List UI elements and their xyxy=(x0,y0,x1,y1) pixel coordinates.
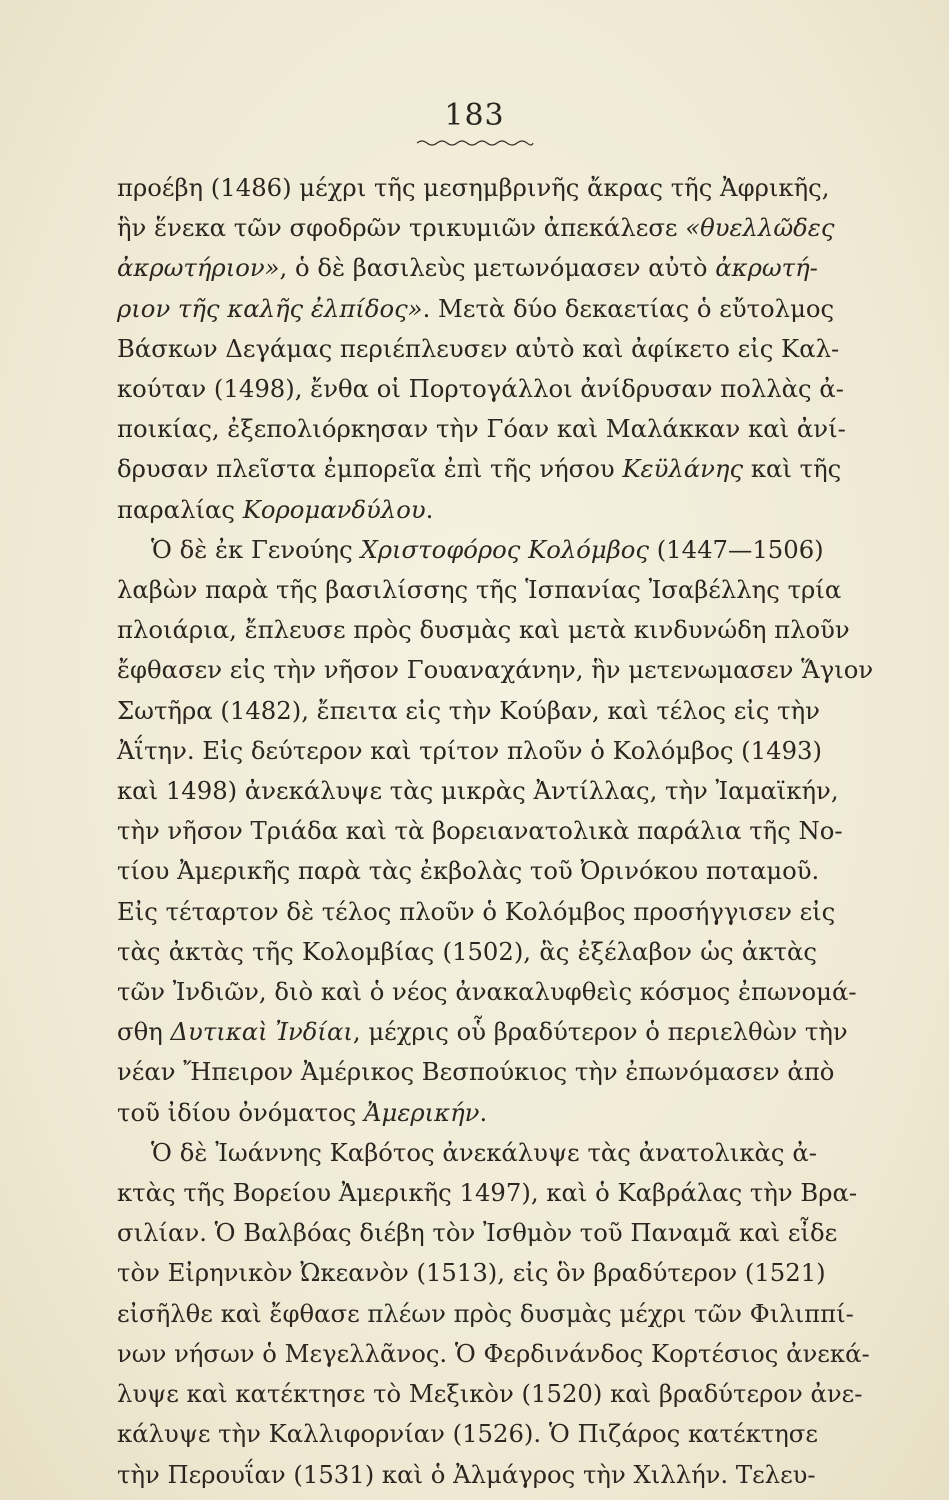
text-line xyxy=(117,650,874,690)
text-segment: Βάσκων Δεγάμας περιέπλευσεν αὐτὸ καὶ ἀφίκετο εἰς Καλ- xyxy=(117,333,840,363)
text-segment: παραλίας xyxy=(117,494,243,524)
text-line xyxy=(117,1294,854,1334)
text-line xyxy=(117,1334,870,1374)
body-text xyxy=(117,168,874,1495)
text-line xyxy=(117,409,846,449)
italic-text: «θυελλῶδες xyxy=(685,213,835,243)
text-segment: τοῦ ἰδίου ὀνόματος xyxy=(117,1097,364,1127)
text-line xyxy=(117,731,822,771)
text-line xyxy=(117,208,835,248)
text-line xyxy=(117,490,817,530)
text-segment: τῶν Ἰνδιῶν, διὸ καὶ ὁ νέος ἀνακαλυφθεὶς κόσμος ἐπωνομά- xyxy=(117,977,857,1007)
page-number: 183 xyxy=(444,98,505,133)
text-segment: λαβὼν παρὰ τῆς βασιλίσσης τῆς Ἱσπανίας Ἰσαβέλλης τρία xyxy=(117,575,842,605)
text-line xyxy=(117,610,850,650)
text-segment: , ὁ δὲ βασιλεὺς μετωνόμασεν αὐτὸ xyxy=(279,253,716,283)
text-line xyxy=(117,369,845,409)
text-segment: Ὁ δὲ ἐκ Γενούης xyxy=(151,534,361,564)
wavy-rule-ornament xyxy=(415,138,535,148)
text-segment: (1447—1506) xyxy=(648,534,824,564)
text-segment: Σωτῆρα (1482), ἔπειτα εἰς τὴν Κούβαν, καὶ τέλος εἰς τὴν xyxy=(117,695,820,725)
italic-text: Χριστοφόρος Κολόμβος xyxy=(360,534,649,564)
text-line xyxy=(117,449,842,489)
text-segment: τὰς ἀκτὰς τῆς Κολομβίας (1502), ἃς ἐξέλαβον ὡς ἀκτὰς xyxy=(117,936,817,966)
text-segment: πλοιάρια, ἔπλευσε πρὸς δυσμὰς καὶ μετὰ κινδυνώδη πλοῦν xyxy=(117,615,850,645)
text-segment: καὶ τῆς xyxy=(743,454,842,484)
text-segment: Ὁ δὲ Ἰωάννης Καβότος ἀνεκάλυψε τὰς ἀνατολικὰς ἀ- xyxy=(151,1137,817,1167)
text-segment: σθη xyxy=(117,1017,171,1047)
text-segment: . xyxy=(479,1097,488,1127)
italic-text: Δυτικαὶ Ἰνδίαι xyxy=(170,1017,353,1047)
text-line xyxy=(117,851,820,891)
text-segment: Ἀΐτην. Εἰς δεύτερον καὶ τρίτον πλοῦν ὁ Κολόμβος (1493) xyxy=(117,735,822,765)
italic-text: ἀκρωτή- xyxy=(715,253,818,283)
text-line xyxy=(117,329,840,369)
text-line xyxy=(117,248,817,288)
text-line xyxy=(117,1052,835,1092)
text-segment: Εἰς τέταρτον δὲ τέλος πλοῦν ὁ Κολόμβος προσήγγισεν εἰς xyxy=(117,896,836,926)
text-segment: ἔφθασεν εἰς τὴν νῆσον Γουαναχάνην, ἣν μετενωμασεν Ἅγιον xyxy=(117,655,874,685)
text-line xyxy=(117,892,836,932)
text-line xyxy=(117,1093,817,1133)
text-segment: κάλυψε τὴν Καλλιφορνίαν (1526). Ὁ Πιζάρος κατέκτησε xyxy=(117,1419,818,1449)
text-line xyxy=(117,932,817,972)
italic-text: ἀκρωτήριον» xyxy=(117,253,280,283)
text-segment: νων νήσων ὁ Μεγελλᾶνος. Ὁ Φερδινάνδος Κορτέσιος ἀνεκά- xyxy=(117,1338,870,1368)
text-segment: . Μετὰ δύο δεκαετίας ὁ εὔτολμος xyxy=(422,293,835,323)
text-line xyxy=(117,771,839,811)
text-segment: τὴν Περουΐαν (1531) καὶ ὁ Ἀλμάγρος τὴν Χιλλήν. Τελευ- xyxy=(117,1459,816,1489)
text-segment: κτὰς τῆς Βορείου Ἀμερικῆς 1497), καὶ ὁ Καβράλας τὴν Βρα- xyxy=(117,1178,858,1208)
text-line xyxy=(117,168,830,208)
text-line xyxy=(117,289,835,329)
text-line xyxy=(117,530,824,570)
text-segment: ποικίας, ἐξεπολιόρκησαν τὴν Γόαν καὶ Μαλάκκαν καὶ ἀνί- xyxy=(117,414,846,444)
text-line xyxy=(117,811,843,851)
text-line xyxy=(117,1455,817,1495)
text-segment: λυψε καὶ κατέκτησε τὸ Μεξικὸν (1520) καὶ βραδύτερον ἀνε- xyxy=(117,1379,863,1409)
text-segment: τίου Ἀμερικῆς παρὰ τὰς ἐκβολὰς τοῦ Ὀρινόκου ποταμοῦ. xyxy=(117,856,820,886)
text-segment: νέαν Ἤπειρον Ἀμέρικος Βεσπούκιος τὴν ἐπωνόμασεν ἀπὸ xyxy=(117,1057,835,1087)
paragraph xyxy=(117,168,846,530)
text-line xyxy=(117,1012,848,1052)
italic-text: Κεϋλάνης xyxy=(622,454,744,484)
text-line xyxy=(117,1173,858,1213)
italic-text: Ἀμερικήν xyxy=(364,1097,480,1127)
text-segment: τὸν Εἰρηνικὸν Ὠκεανὸν (1513), εἰς ὃν βραδύτερον (1521) xyxy=(117,1258,826,1288)
text-segment: δρυσαν πλεῖστα ἐμπορεῖα ἐπὶ τῆς νήσου xyxy=(117,454,623,484)
text-line xyxy=(117,1253,826,1293)
text-segment: . xyxy=(425,494,434,524)
text-line xyxy=(117,1374,863,1414)
text-line xyxy=(117,1213,838,1253)
italic-text: ριον τῆς καλῆς ἐλπίδος» xyxy=(117,293,423,323)
text-segment: , μέχρις οὗ βραδύτερον ὁ περιελθὼν τὴν xyxy=(352,1017,848,1047)
paragraph xyxy=(117,1133,870,1495)
text-line xyxy=(117,972,857,1012)
italic-text: Κορομανδύλου xyxy=(242,494,426,524)
text-line xyxy=(117,1414,817,1454)
text-segment: εἰσῆλθε καὶ ἔφθασε πλέων πρὸς δυσμὰς μέχρι τῶν Φιλιππί- xyxy=(117,1298,854,1328)
text-line xyxy=(117,570,842,610)
text-line xyxy=(117,1133,817,1173)
text-segment: καὶ 1498) ἀνεκάλυψε τὰς μικρὰς Ἀντίλλας, τὴν Ἰαμαϊκήν, xyxy=(117,776,839,806)
text-segment: σιλίαν. Ὁ Βαλβόας διέβη τὸν Ἰσθμὸν τοῦ Παναμᾶ καὶ εἶδε xyxy=(117,1218,838,1248)
paragraph xyxy=(117,530,874,1133)
text-segment: κούταν (1498), ἔνθα οἱ Πορτογάλλοι ἀνίδρυσαν πολλὰς ἀ- xyxy=(117,374,845,404)
text-segment: προέβη (1486) μέχρι τῆς μεσημβρινῆς ἄκρας τῆς Ἀφρικῆς, xyxy=(117,173,830,202)
text-segment: ἣν ἕνεκα τῶν σφοδρῶν τρικυμιῶν ἀπεκάλεσε xyxy=(117,213,686,243)
text-segment: τὴν νῆσον Τριάδα καὶ τὰ βορειανατολικὰ παράλια τῆς Νο- xyxy=(117,816,843,846)
text-line xyxy=(117,691,820,731)
